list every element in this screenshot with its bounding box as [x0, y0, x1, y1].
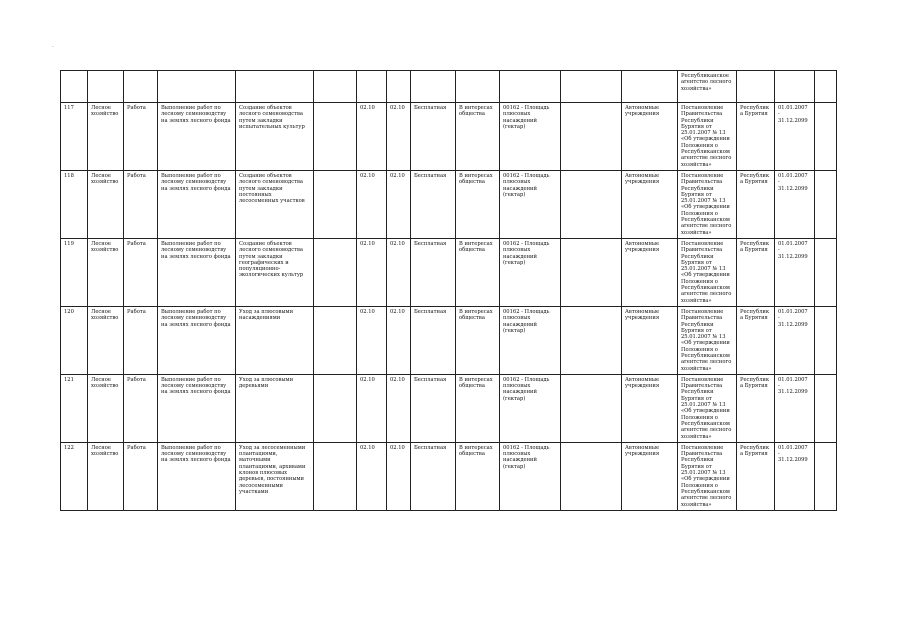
cell-empty	[622, 71, 678, 103]
cell-institution-type: Автономные учреждения	[622, 103, 678, 171]
cell-industry: Лесное хозяйство	[88, 442, 124, 510]
cell-code: 02.10	[387, 238, 411, 306]
cell-empty	[561, 71, 622, 103]
cell-interest: В интересах общества	[456, 170, 500, 238]
cell-interest: В интересах общества	[456, 442, 500, 510]
cell-payment: Бесплатная	[411, 306, 456, 374]
table-row	[61, 238, 837, 306]
services-register-table	[60, 70, 837, 511]
cell-code: 02.10	[357, 238, 387, 306]
cell-empty	[124, 71, 158, 103]
cell-empty	[314, 71, 357, 103]
cell-legal-act: Постановление Правительства Республики Бурятия от 25.01.2007 № 13 «Об утверждении Положения о Республиканском агентстве лесного хозяйства»	[678, 103, 737, 171]
cell-code: 02.10	[387, 103, 411, 171]
cell-service-content: Создание объектов лесного семеноводства путем закладки постоянных лесосеменных участков	[236, 170, 314, 238]
cell-empty	[561, 170, 622, 238]
cell-validity-dates: 01.01.2007 - 31.12.2099	[775, 374, 815, 442]
cell-empty	[815, 103, 837, 171]
cell-code: 02.10	[387, 374, 411, 442]
cell-row-number: 122	[61, 442, 88, 510]
cell-region: Республика Бурятия	[737, 103, 775, 171]
cell-empty	[737, 71, 775, 103]
cell-industry: Лесное хозяйство	[88, 170, 124, 238]
table-row	[61, 170, 837, 238]
cell-empty	[561, 442, 622, 510]
cell-payment: Бесплатная	[411, 170, 456, 238]
cell-code: 02.10	[357, 374, 387, 442]
cell-empty	[815, 374, 837, 442]
cell-empty	[815, 71, 837, 103]
cell-empty	[775, 71, 815, 103]
table-row-continuation	[61, 71, 837, 103]
cell-validity-dates: 01.01.2007 - 31.12.2099	[775, 238, 815, 306]
cell-empty	[500, 71, 561, 103]
cell-legal-act: Постановление Правительства Республики Бурятия от 25.01.2007 № 13 «Об утверждении Положения о Республиканском агентстве лесного хозяйства»	[678, 306, 737, 374]
cell-region: Республика Бурятия	[737, 238, 775, 306]
cell-empty	[456, 71, 500, 103]
cell-empty	[314, 374, 357, 442]
cell-kind: Работа	[124, 374, 158, 442]
cell-validity-dates: 01.01.2007 - 31.12.2099	[775, 442, 815, 510]
cell-volume-unit: 00162 - Площадь плюсовых насаждений (гектар)	[500, 442, 561, 510]
cell-interest: В интересах общества	[456, 103, 500, 171]
cell-empty	[314, 103, 357, 171]
cell-legal-act: Постановление Правительства Республики Бурятия от 25.01.2007 № 13 «Об утверждении Положения о Республиканском агентстве лесного хозяйства»	[678, 170, 737, 238]
cell-institution-type: Автономные учреждения	[622, 238, 678, 306]
cell-institution-type: Автономные учреждения	[622, 170, 678, 238]
cell-kind: Работа	[124, 103, 158, 171]
cell-row-number: 119	[61, 238, 88, 306]
table-row	[61, 442, 837, 510]
cell-empty	[815, 238, 837, 306]
cell-legal-act-continuation: Республиканское агентство лесного хозяйства»	[678, 71, 737, 103]
cell-code: 02.10	[387, 442, 411, 510]
cell-industry: Лесное хозяйство	[88, 238, 124, 306]
cell-region: Республика Бурятия	[737, 306, 775, 374]
cell-empty	[561, 306, 622, 374]
cell-validity-dates: 01.01.2007 - 31.12.2099	[775, 306, 815, 374]
cell-service-name: Выполнение работ по лесному семеноводству на землях лесного фонда	[158, 442, 236, 510]
cell-code: 02.10	[357, 442, 387, 510]
cell-kind: Работа	[124, 170, 158, 238]
cell-empty	[561, 103, 622, 171]
cell-code: 02.10	[387, 170, 411, 238]
cell-region: Республика Бурятия	[737, 442, 775, 510]
cell-payment: Бесплатная	[411, 374, 456, 442]
cell-volume-unit: 00162 - Площадь плюсовых насаждений (гектар)	[500, 103, 561, 171]
cell-empty	[387, 71, 411, 103]
table-row	[61, 103, 837, 171]
cell-institution-type: Автономные учреждения	[622, 306, 678, 374]
cell-volume-unit: 00162 - Площадь плюсовых насаждений (гектар)	[500, 170, 561, 238]
cell-payment: Бесплатная	[411, 238, 456, 306]
cell-interest: В интересах общества	[456, 238, 500, 306]
table-row	[61, 374, 837, 442]
cell-code: 02.10	[357, 170, 387, 238]
cell-empty	[357, 71, 387, 103]
corner-mark: ·	[52, 44, 54, 51]
cell-row-number: 120	[61, 306, 88, 374]
cell-kind: Работа	[124, 238, 158, 306]
table-row	[61, 306, 837, 374]
cell-service-content: Уход за плюсовыми деревьями	[236, 374, 314, 442]
cell-legal-act: Постановление Правительства Республики Бурятия от 25.01.2007 № 13 «Об утверждении Положения о Республиканском агентстве лесного хозяйства»	[678, 238, 737, 306]
cell-service-name: Выполнение работ по лесному семеноводству на землях лесного фонда	[158, 238, 236, 306]
cell-empty	[88, 71, 124, 103]
cell-volume-unit: 00162 - Площадь плюсовых насаждений (гектар)	[500, 306, 561, 374]
cell-institution-type: Автономные учреждения	[622, 442, 678, 510]
cell-region: Республика Бурятия	[737, 170, 775, 238]
cell-service-content: Создание объектов лесного семеноводства путем закладки географических и популяционно-экологических культур	[236, 238, 314, 306]
cell-service-name: Выполнение работ по лесному семеноводству на землях лесного фонда	[158, 306, 236, 374]
cell-empty	[815, 170, 837, 238]
cell-empty	[314, 442, 357, 510]
cell-kind: Работа	[124, 306, 158, 374]
cell-institution-type: Автономные учреждения	[622, 374, 678, 442]
cell-empty	[158, 71, 236, 103]
cell-region: Республика Бурятия	[737, 374, 775, 442]
cell-volume-unit: 00162 - Площадь плюсовых насаждений (гектар)	[500, 374, 561, 442]
cell-industry: Лесное хозяйство	[88, 103, 124, 171]
cell-validity-dates: 01.01.2007 - 31.12.2099	[775, 103, 815, 171]
cell-empty	[314, 306, 357, 374]
cell-service-content: Создание объектов лесного семеноводства путем закладки испытательных культур	[236, 103, 314, 171]
cell-industry: Лесное хозяйство	[88, 374, 124, 442]
cell-empty	[314, 238, 357, 306]
cell-payment: Бесплатная	[411, 442, 456, 510]
cell-service-name: Выполнение работ по лесному семеноводству на землях лесного фонда	[158, 374, 236, 442]
cell-payment: Бесплатная	[411, 103, 456, 171]
cell-interest: В интересах общества	[456, 306, 500, 374]
cell-validity-dates: 01.01.2007 - 31.12.2099	[775, 170, 815, 238]
cell-code: 02.10	[387, 306, 411, 374]
cell-empty	[314, 170, 357, 238]
cell-industry: Лесное хозяйство	[88, 306, 124, 374]
cell-row-number: 117	[61, 103, 88, 171]
cell-empty	[561, 374, 622, 442]
cell-volume-unit: 00162 - Площадь плюсовых насаждений (гектар)	[500, 238, 561, 306]
cell-service-name: Выполнение работ по лесному семеноводству на землях лесного фонда	[158, 170, 236, 238]
cell-code: 02.10	[357, 306, 387, 374]
cell-service-content: Уход за плюсовыми насаждениями	[236, 306, 314, 374]
cell-legal-act: Постановление Правительства Республики Бурятия от 25.01.2007 № 13 «Об утверждении Положения о Республиканском агентстве лесного хозяйства»	[678, 374, 737, 442]
cell-empty	[411, 71, 456, 103]
cell-empty	[815, 306, 837, 374]
cell-kind: Работа	[124, 442, 158, 510]
cell-code: 02.10	[357, 103, 387, 171]
cell-empty	[61, 71, 88, 103]
cell-empty	[561, 238, 622, 306]
cell-interest: В интересах общества	[456, 374, 500, 442]
cell-row-number: 118	[61, 170, 88, 238]
cell-empty	[236, 71, 314, 103]
cell-legal-act: Постановление Правительства Республики Бурятия от 25.01.2007 № 13 «Об утверждении Положения о Республиканском агентстве лесного хозяйства»	[678, 442, 737, 510]
cell-service-name: Выполнение работ по лесному семеноводству на землях лесного фонда	[158, 103, 236, 171]
cell-empty	[815, 442, 837, 510]
cell-row-number: 121	[61, 374, 88, 442]
cell-service-content: Уход за лесосеменными плантациями, маточными плантациями, архивами клонов плюсовых деревьев, постоянными лесосеменными участками	[236, 442, 314, 510]
